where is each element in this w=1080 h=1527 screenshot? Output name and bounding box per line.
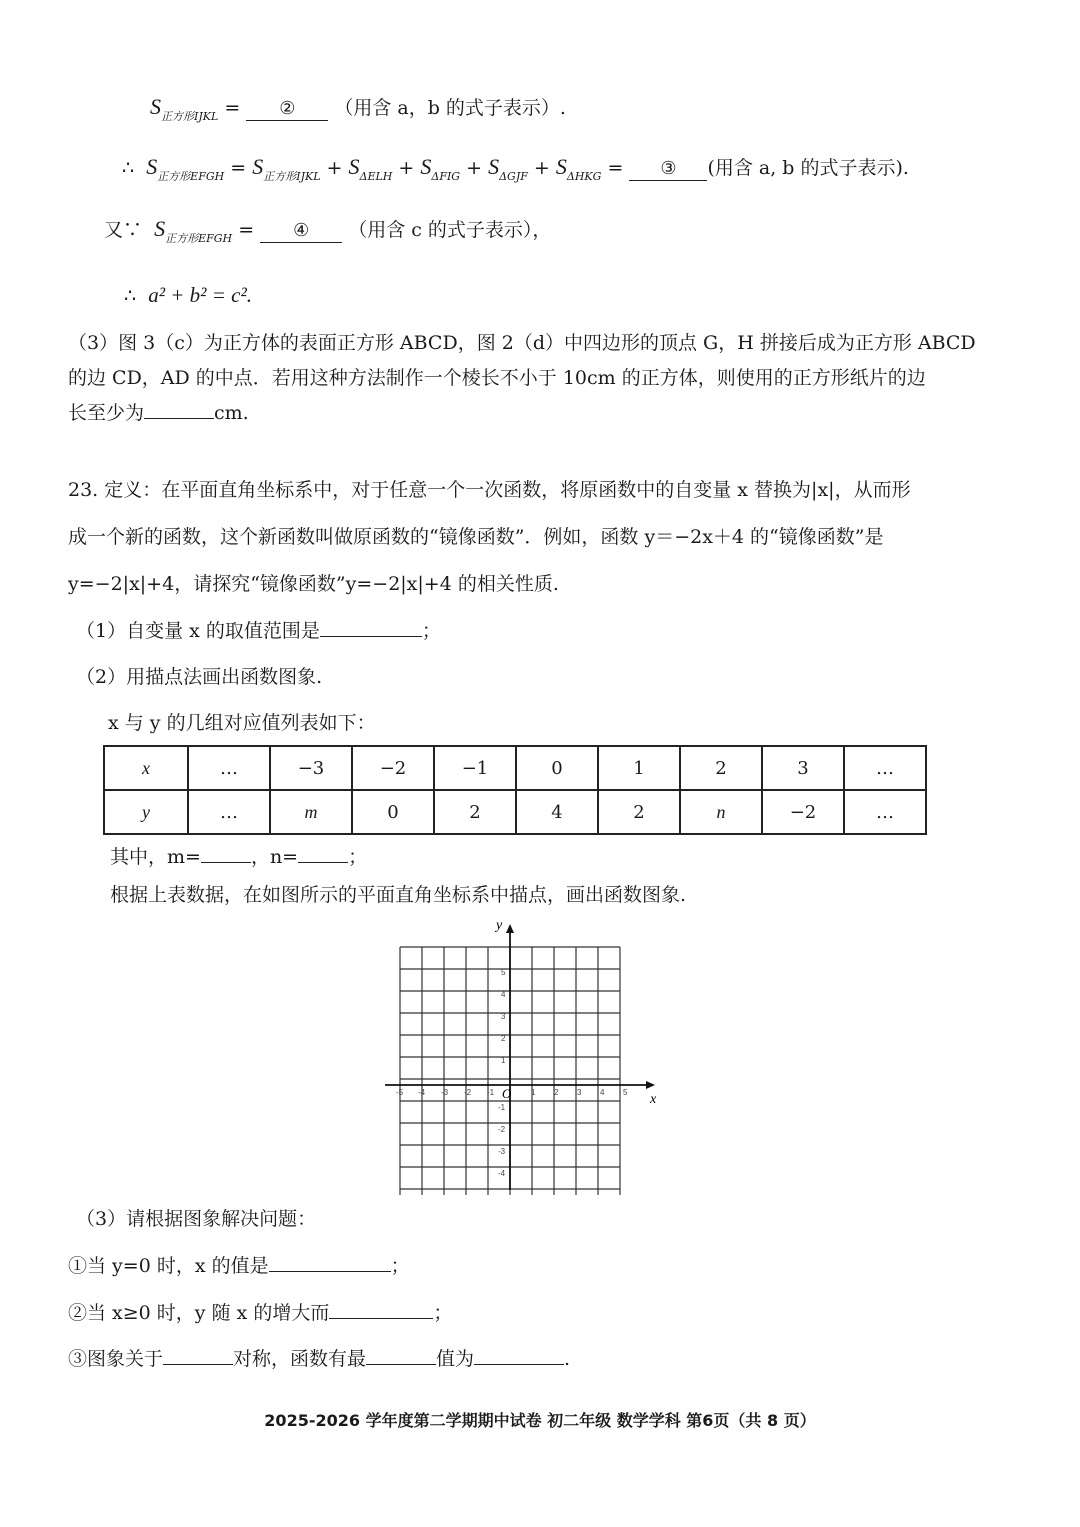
y-tick-label: 5 <box>501 968 506 977</box>
table-cell: … <box>188 746 270 790</box>
q23-part1: （1）自变量 x 的取值范围是 ； <box>76 620 441 642</box>
y-tick-label: -4 <box>498 1169 506 1178</box>
table-cell: −2 <box>352 746 434 790</box>
x-tick-label: -3 <box>441 1088 449 1097</box>
table-cell: 0 <box>516 746 598 790</box>
y-tick-labels <box>498 968 506 1178</box>
x-axis-label: x <box>650 1092 657 1107</box>
y-tick-label: -1 <box>498 1103 506 1112</box>
m-blank[interactable] <box>201 862 251 863</box>
table-cell: −1 <box>434 746 516 790</box>
table-cell: 0 <box>352 790 434 834</box>
extremum-type-blank[interactable] <box>366 1364 436 1365</box>
table-cell: 4 <box>516 790 598 834</box>
mn-line: 其中，m= ，n= ； <box>110 846 368 868</box>
y-tick-label: -2 <box>498 1125 506 1134</box>
q23-line2: 成一个新的函数，这个新函数叫做原函数的“镜像函数”．例如，函数 y＝−2x＋4 的“镜像函数”是 <box>68 526 884 548</box>
table-row-x <box>104 746 926 790</box>
plot-intro: 根据上表数据，在如图所示的平面直角坐标系中描点，画出函数图象. <box>110 884 687 906</box>
extremum-value-blank[interactable] <box>474 1364 564 1365</box>
origin-label: O <box>502 1086 512 1101</box>
edge-length-blank[interactable] <box>144 418 214 419</box>
page-footer: 2025-2026 学年度第二学期期中试卷 初二年级 数学学科 第6页（共 8 页） <box>264 1411 816 1430</box>
x-tick-label: 1 <box>531 1088 536 1097</box>
table-cell: 2 <box>680 746 762 790</box>
ukl-note: （用含 a，b 的式子表示）. <box>334 97 566 119</box>
ukl-area-line: $S_{正方形IJKL}$ = ② （用含 a，b 的式子表示）. <box>150 94 566 123</box>
q23-part3: （3）请根据图象解决问题： <box>76 1208 317 1230</box>
efgh-sum-note: (用含 a, b 的式子表示). <box>707 157 909 179</box>
x-tick-label: 5 <box>623 1088 628 1097</box>
y-tick-label: 1 <box>501 1056 506 1065</box>
table-row-y <box>104 790 926 834</box>
conclusion-line: ∴ a² + b² = c². <box>124 283 252 307</box>
blank-4[interactable]: ④ <box>260 219 342 243</box>
y-tick-label: 3 <box>501 1012 506 1021</box>
table-cell: … <box>844 746 926 790</box>
n-blank[interactable] <box>298 862 348 863</box>
q23-sub1: ①当 y=0 时，x 的值是 ； <box>68 1255 410 1277</box>
x-tick-label: 3 <box>577 1088 582 1097</box>
table-cell: 2 <box>598 790 680 834</box>
table-cell: 1 <box>598 746 680 790</box>
symmetry-blank[interactable] <box>163 1364 233 1365</box>
table-cell: 3 <box>762 746 844 790</box>
part3-line1: （3）图 3（c）为正方体的表面正方形 ABCD，图 2（d）中四边形的顶点 G，H 拼接后成为正方形 ABCD <box>68 332 976 354</box>
pythagoras-formula: a² + b² = c². <box>148 283 252 307</box>
ukl-subscript: 正方形IJKL <box>161 110 219 123</box>
x-value-blank[interactable] <box>269 1271 391 1272</box>
coordinate-grid[interactable] <box>380 915 670 1195</box>
value-table <box>103 745 927 835</box>
table-header-y: y <box>104 790 188 834</box>
x-tick-label: -5 <box>396 1088 404 1097</box>
part3-line2: 的边 CD，AD 的中点．若用这种方法制作一个棱长不小于 10cm 的正方体，则使用的正方形纸片的边 <box>68 367 926 389</box>
efgh-c-line: 又∵ $S_{正方形EFGH}$ = ④ （用含 c 的式子表示）， <box>104 216 552 245</box>
y-axis-label: y <box>496 918 503 933</box>
x-tick-label: -2 <box>464 1088 472 1097</box>
y-tick-label: -3 <box>498 1147 506 1156</box>
x-tick-label: -4 <box>418 1088 426 1097</box>
efgh-c-note: （用含 c 的式子表示）， <box>348 219 552 241</box>
monotonic-blank[interactable] <box>329 1318 433 1319</box>
table-cell: −2 <box>762 790 844 834</box>
q23-sub2: ②当 x≥0 时，y 随 x 的增大而 ； <box>68 1302 453 1324</box>
table-header-x: x <box>104 746 188 790</box>
table-intro: x 与 y 的几组对应值列表如下： <box>108 712 376 734</box>
x-tick-label: 2 <box>554 1088 559 1097</box>
x-tick-label: 4 <box>600 1088 605 1097</box>
table-cell-m: m <box>270 790 352 834</box>
table-cell-n: n <box>680 790 762 834</box>
blank-2[interactable]: ② <box>246 97 328 121</box>
domain-blank[interactable] <box>320 636 422 637</box>
table-cell: 2 <box>434 790 516 834</box>
table-cell: … <box>844 790 926 834</box>
q23-part2: （2）用描点法画出函数图象. <box>76 666 323 688</box>
q23-line3: y=−2|x|+4，请探究“镜像函数”y=−2|x|+4 的相关性质. <box>68 573 559 595</box>
x-tick-labels <box>396 1088 628 1097</box>
q23-line1: 23. 定义：在平面直角坐标系中，对于任意一个一次函数，将原函数中的自变量 x 替换为|x|，从而形 <box>68 479 911 501</box>
table-cell: … <box>188 790 270 834</box>
part3-line3: 长至少为 cm. <box>68 402 249 424</box>
x-tick-label: -1 <box>487 1088 495 1097</box>
y-tick-label: 2 <box>501 1034 506 1043</box>
efgh-sum-line: ∴ $S_{正方形EFGH} = S_{正方形IJKL} + S_{\Delta ELH} + S_{\Delta FIG} + S_{\Delta GJF} + S_{\Delta HKG}$ = ③ (用含 a, b 的式子表示). <box>122 154 909 183</box>
q23-sub3: ③图象关于 对称，函数有最 值为 . <box>68 1348 571 1370</box>
y-tick-label: 4 <box>501 990 506 999</box>
y-axis-arrow <box>506 924 514 933</box>
table-cell: −3 <box>270 746 352 790</box>
blank-3[interactable]: ③ <box>629 157 707 181</box>
x-axis-arrow <box>646 1081 655 1089</box>
